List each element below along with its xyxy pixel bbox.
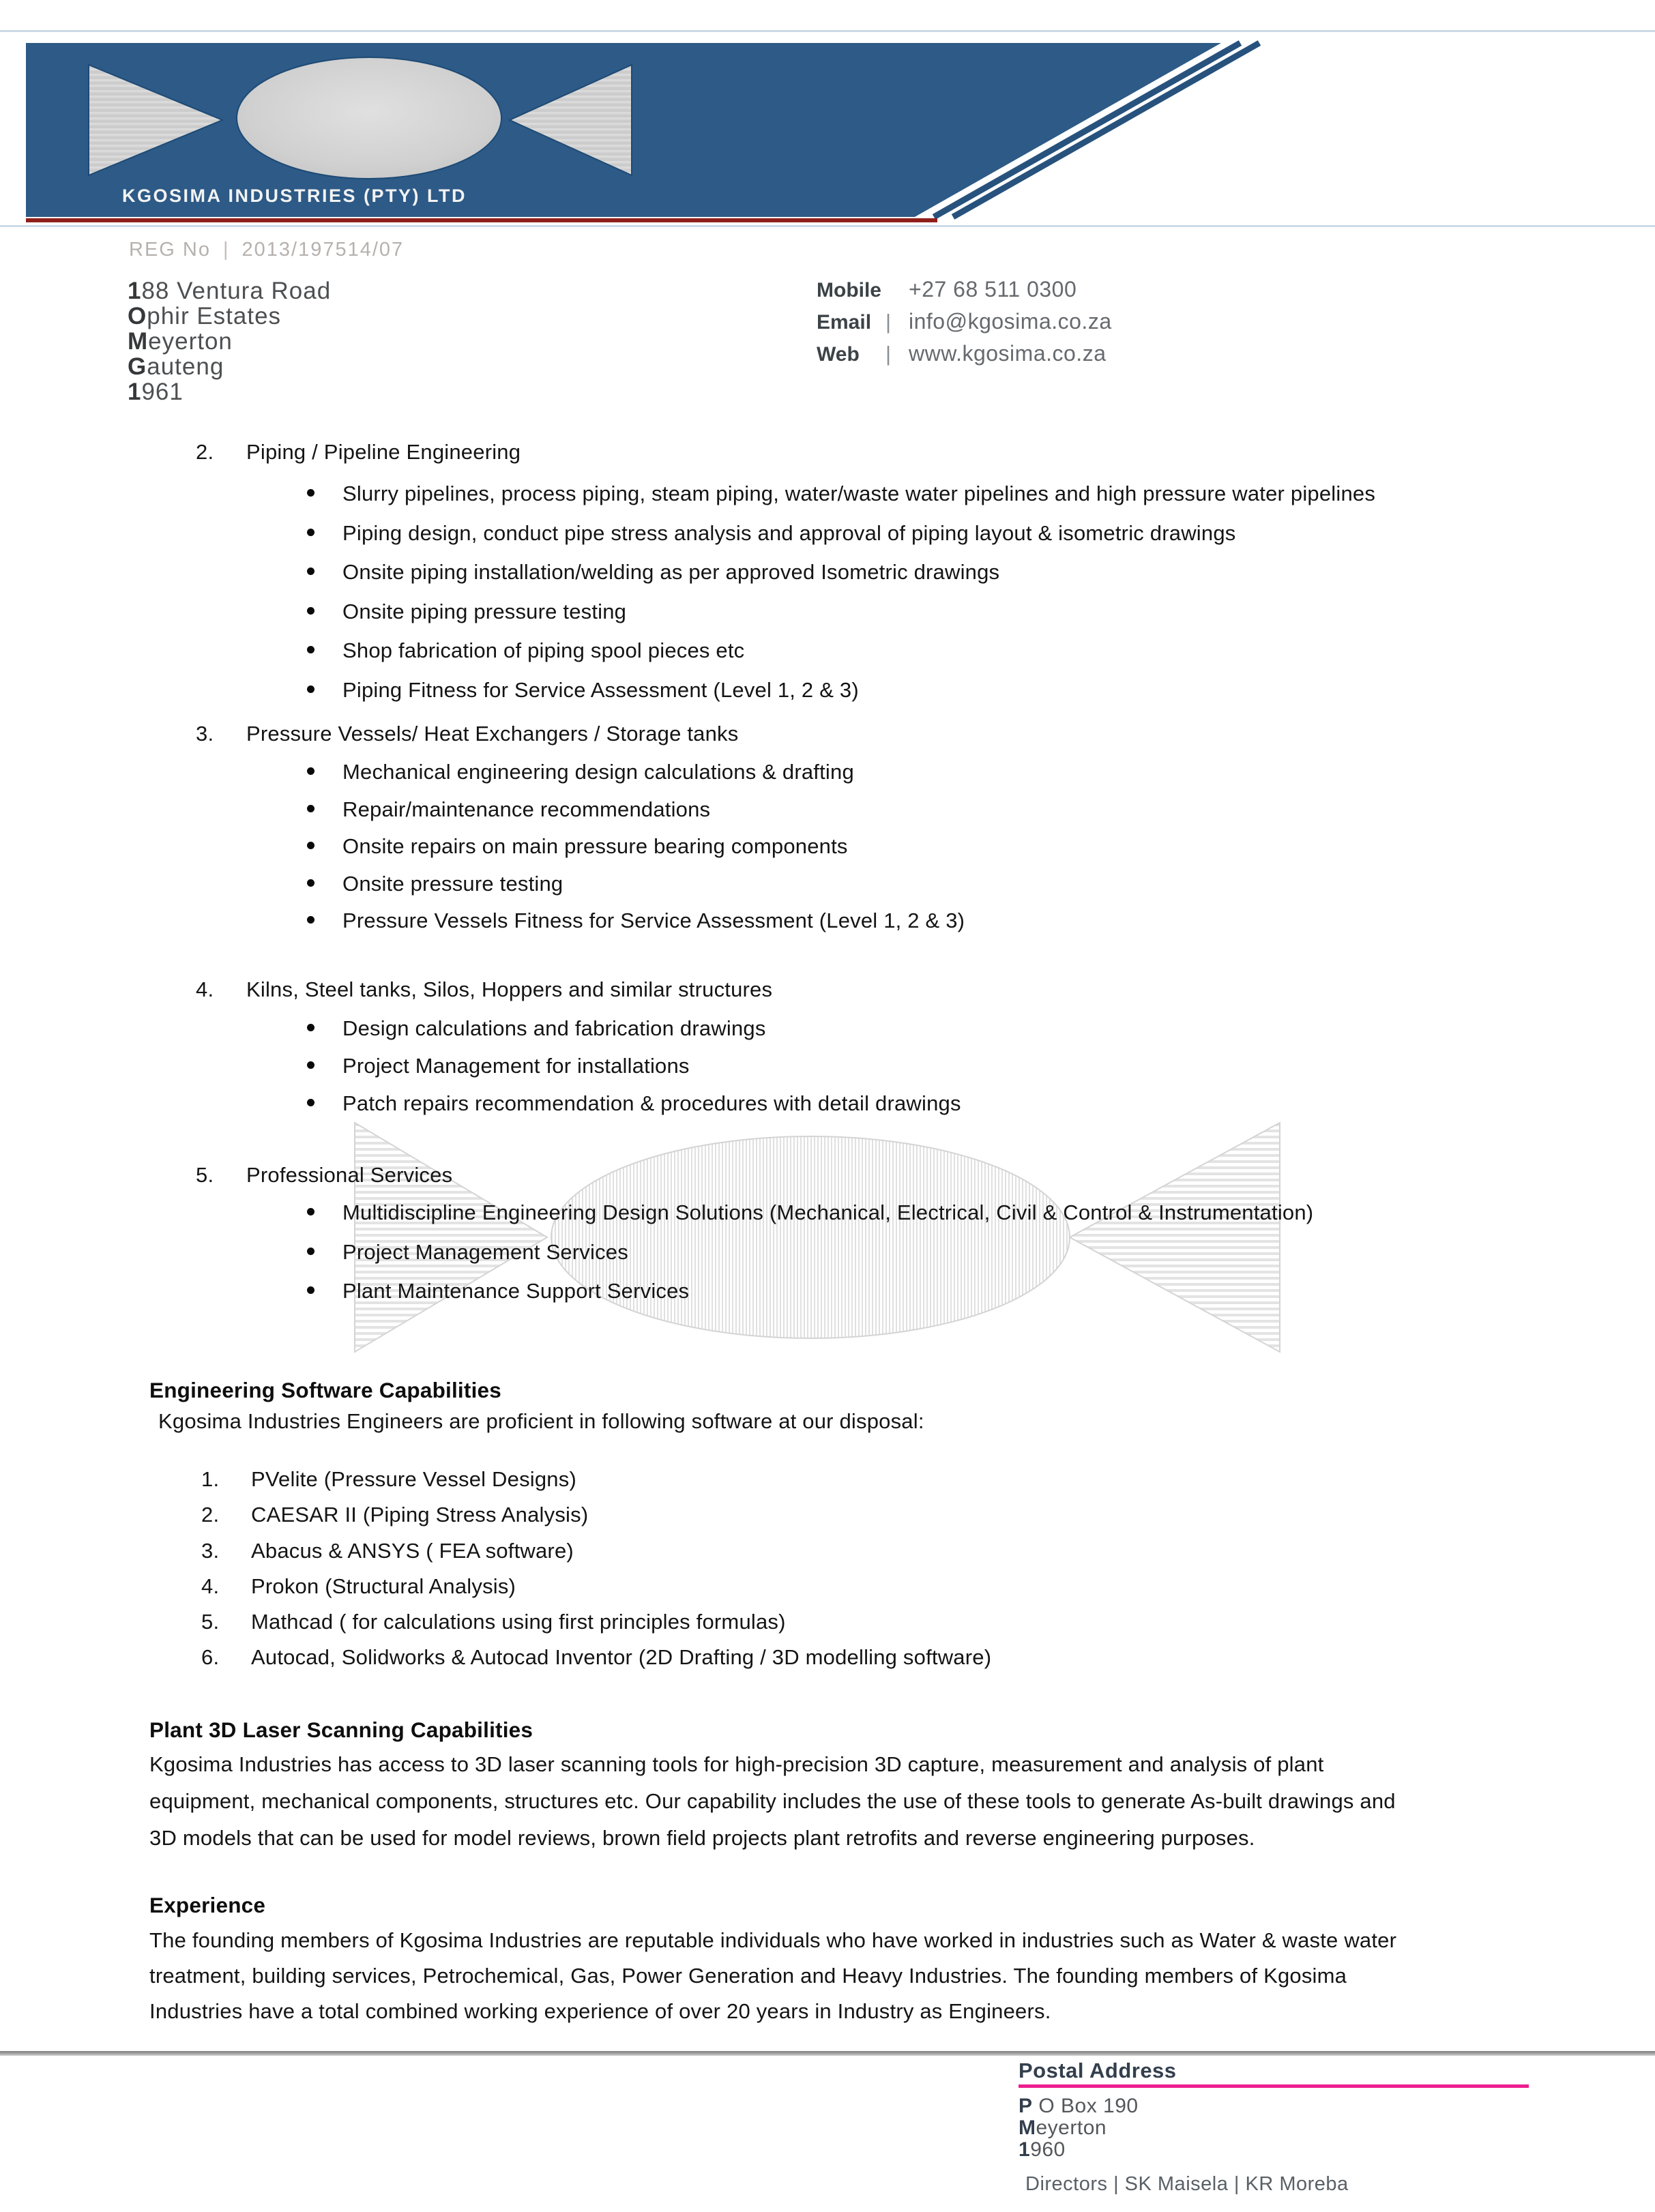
address-initial: O [128,303,147,329]
software-item [201,1539,574,1563]
reg-value: 2013/197514/07 [241,239,405,261]
directors-line: Directors | SK Maisela | KR Moreba [1025,2173,1349,2195]
list-item [307,600,626,624]
postal-line [1019,2139,1139,2161]
bullet-text: Repair/maintenance recommendations [342,797,711,821]
watermark-logo-icon [353,1117,1281,1357]
faint-top-rule [0,30,1655,32]
bullet-text: Onsite piping pressure testing [342,600,627,623]
bullet-text: Piping Fitness for Service Assessment (Level 1, 2 & 3) [342,678,859,702]
postal-rest: 960 [1030,2138,1066,2161]
paragraph-line: The founding members of Kgosima Industries are reputable individuals who have worked in industries such as Water & waste water [149,1928,1397,1952]
item-text: Prokon (Structural Analysis) [251,1574,516,1598]
bullet-text: Design calculations and fabrication drawings [342,1016,766,1040]
contact-block [817,277,1112,373]
mobile-label: Mobile [817,279,881,301]
software-item [201,1574,516,1599]
bullet-dot-icon [307,529,314,536]
list-item [307,872,563,896]
street-address-block [128,278,331,404]
postal-address-block [1019,2095,1139,2161]
address-line [128,354,331,379]
bullet-text: Onsite piping installation/welding as per approved Isometric drawings [342,560,1000,584]
address-line [128,304,331,329]
address-line [128,278,331,304]
bullet-dot-icon [307,767,314,775]
bullet-text: Mechanical engineering design calculations & drafting [342,760,854,784]
list-item [307,909,965,933]
contact-separator: | [885,310,892,334]
bullet-dot-icon [307,1286,314,1294]
item-text: Autocad, Solidworks & Autocad Inventor (2D Drafting / 3D modelling software) [251,1645,992,1669]
postal-rest: O Box 190 [1032,2095,1139,2117]
item-text: PVelite (Pressure Vessel Designs) [251,1467,576,1491]
company-name: KGOSIMA INDUSTRIES (PTY) LTD [122,186,467,206]
section-heading-vessels [196,722,738,746]
bullet-dot-icon [307,607,314,615]
bullet-text: Shop fabrication of piping spool pieces etc [342,638,745,662]
web-label: Web [817,343,860,366]
contact-row-email [817,309,1112,341]
software-item [201,1503,588,1527]
paragraph-line: 3D models that can be used for model reviews, brown field projects plant retrofits and reverse engineering purposes. [149,1826,1255,1850]
list-item [307,1054,690,1078]
section-number: 3. [196,722,214,746]
bullet-dot-icon [307,1208,314,1215]
software-heading: Engineering Software Capabilities [149,1378,501,1402]
postal-initial: M [1019,2117,1036,2139]
item-number: 4. [201,1574,220,1598]
section-title: Kilns, Steel tanks, Silos, Hoppers and similar structures [246,977,773,1001]
address-rest: phir Estates [147,303,282,329]
bullet-text: Multidiscipline Engineering Design Solutions (Mechanical, Electrical, Civil & Control & Instrumentation) [342,1200,1314,1224]
bullet-text: Pressure Vessels Fitness for Service Assessment (Level 1, 2 & 3) [342,909,965,932]
item-number: 3. [201,1539,220,1563]
reg-separator: | [222,239,230,261]
list-item [307,1279,689,1303]
section-title: Piping / Pipeline Engineering [246,440,521,464]
section-heading-professional [196,1163,452,1188]
list-item [307,1016,766,1041]
address-initial: G [128,353,147,380]
contact-row-web [817,341,1112,373]
section-number: 5. [196,1163,214,1187]
bullet-text: Patch repairs recommendation & procedures with detail drawings [342,1091,961,1115]
bullet-dot-icon [307,879,314,887]
bullet-text: Onsite pressure testing [342,872,563,896]
list-item [307,1200,1313,1225]
bullet-dot-icon [307,489,314,497]
watermark-left-triangle [355,1123,547,1352]
item-text: CAESAR II (Piping Stress Analysis) [251,1503,589,1527]
watermark-right-triangle [1070,1123,1280,1352]
bullet-text: Piping design, conduct pipe stress analysis and approval of piping layout & isometric drawings [342,521,1236,545]
address-initial: 1 [128,379,142,405]
address-line [128,379,331,404]
reg-number-line [129,239,404,261]
paragraph-line: Kgosima Industries has access to 3D laser scanning tools for high-precision 3D capture, measurement and analysis of plant [149,1752,1324,1776]
bullet-text: Project Management Services [342,1240,628,1264]
list-item [307,560,999,585]
section-heading-piping [196,440,521,464]
bullet-dot-icon [307,1024,314,1031]
bullet-text: Project Management for installations [342,1054,690,1078]
logo-ellipse [237,57,501,179]
faint-bottom-rule [0,225,1655,227]
mobile-value: +27 68 511 0300 [909,277,1077,301]
postal-address-heading: Postal Address [1019,2059,1177,2082]
section-number: 2. [196,440,214,464]
bullet-dot-icon [307,1099,314,1106]
item-number: 6. [201,1645,220,1669]
laser-heading: Plant 3D Laser Scanning Capabilities [149,1717,533,1742]
list-item [307,638,744,663]
list-item [307,482,1375,506]
item-number: 1. [201,1467,220,1491]
footer-divider [0,2051,1655,2056]
item-number: 5. [201,1610,220,1634]
address-rest: eyerton [148,328,233,355]
watermark-ellipse [551,1136,1070,1338]
address-rest: 88 Ventura Road [141,278,332,304]
section-heading-kilns [196,977,772,1002]
paragraph-line: treatment, building services, Petrochemical, Gas, Power Generation and Heavy Industries. The founding members of Kgosima [149,1964,1347,1988]
list-item [307,1240,628,1265]
bullet-dot-icon [307,567,314,575]
bullet-dot-icon [307,646,314,653]
bullet-dot-icon [307,1248,314,1255]
red-rule [26,218,937,222]
bullet-dot-icon [307,685,314,693]
address-initial: 1 [128,278,142,304]
email-label: Email [817,311,872,334]
address-initial: M [128,328,149,355]
experience-heading: Experience [149,1893,266,1917]
list-item [307,1091,961,1116]
web-value: www.kgosima.co.za [909,341,1107,366]
postal-initial: P [1019,2095,1033,2117]
bullet-text: Onsite repairs on main pressure bearing components [342,834,848,858]
email-value: info@kgosima.co.za [909,309,1112,334]
list-item [307,678,859,703]
bullet-dot-icon [307,805,314,812]
list-item [307,521,1235,546]
item-number: 2. [201,1503,220,1527]
address-rest: 961 [141,379,184,405]
section-title: Professional Services [246,1163,453,1187]
software-intro: Kgosima Industries Engineers are proficient in following software at our disposal: [158,1409,924,1433]
software-item [201,1645,991,1670]
item-text: Mathcad ( for calculations using first principles formulas) [251,1610,786,1634]
contact-row-mobile [817,277,1112,309]
section-title: Pressure Vessels/ Heat Exchangers / Storage tanks [246,722,739,746]
reg-label: REG No [129,239,211,261]
item-text: Abacus & ANSYS ( FEA software) [251,1539,574,1563]
postal-rest: eyerton [1036,2117,1107,2139]
bullet-dot-icon [307,842,314,849]
bullet-text: Plant Maintenance Support Services [342,1279,690,1303]
list-item [307,760,854,784]
contact-separator: | [885,342,892,366]
bullet-dot-icon [307,1061,314,1069]
list-item [307,797,710,822]
pink-rule [1019,2084,1529,2088]
software-item [201,1467,576,1492]
postal-line [1019,2095,1139,2117]
address-rest: auteng [147,353,224,380]
software-item [201,1610,786,1634]
paragraph-line: equipment, mechanical components, structures etc. Our capability includes the use of these tools to generate As-built drawings and [149,1789,1396,1813]
list-item [307,834,848,859]
postal-line [1019,2117,1139,2139]
bullet-text: Slurry pipelines, process piping, steam piping, water/waste water pipelines and high pressure water pipelines [342,482,1376,505]
address-line [128,329,331,354]
postal-initial: 1 [1019,2138,1031,2161]
bullet-dot-icon [307,916,314,924]
paragraph-line: Industries have a total combined working experience of over 20 years in Industry as Engineers. [149,1999,1051,2023]
section-number: 4. [196,977,214,1001]
